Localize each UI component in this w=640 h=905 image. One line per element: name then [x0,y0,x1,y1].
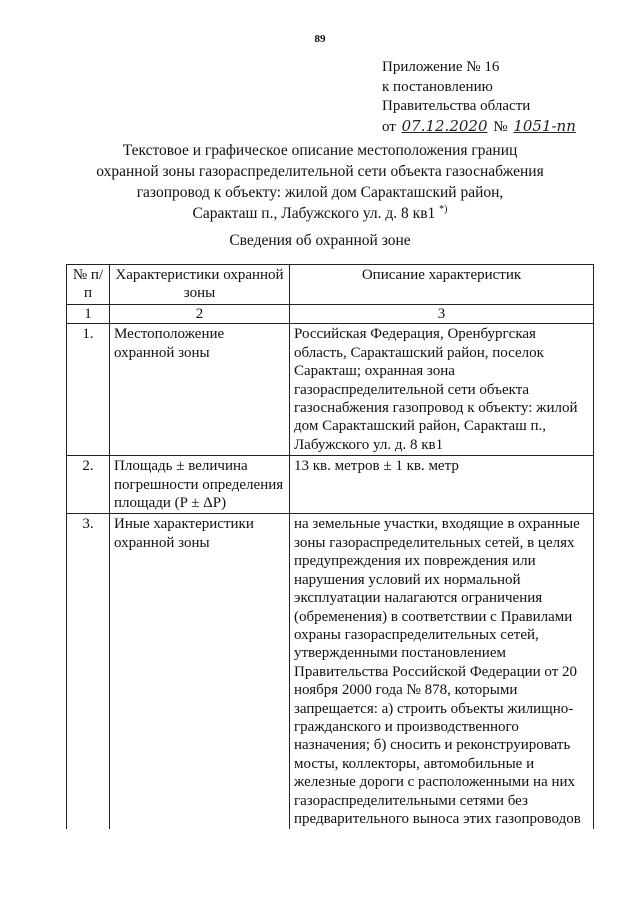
index-cell-1: 1 [67,305,110,324]
table-index-row [67,305,594,324]
header-cell-number: № п/п [67,265,110,305]
title-line-1: Текстовое и графическое описание местоположения границ [122,142,518,159]
appendix-line-2: к постановлению [382,78,493,95]
row-characteristic: Иные характеристики охранной зоны [110,514,290,829]
row-characteristic: Площадь ± величина погрешности определения площади (P ± ΔP) [110,456,290,514]
handwritten-number: 1051-пп [513,116,576,135]
row-description: Российская Федерация, Оренбургская область, Саракташский район, поселок Саракташ; охранная зона газораспределительной сети объекта газоснабжения газопровод к объекту: жилой дом Саракташский район, Саракташ п., Лабужского ул. д. 8 кв1 [290,324,594,456]
row-characteristic: Местоположение охранной зоны [110,324,290,456]
footnote-mark: *) [439,203,448,215]
table-row [67,456,594,514]
title-line-3: газопровод к объекту: жилой дом Саракташский район, [136,184,504,201]
title-line-4-text: Саракташ п., Лабужского ул. д. 8 кв1 [192,205,436,222]
table-header-row [67,265,594,305]
appendix-header [382,58,578,137]
table-row [67,514,594,829]
zone-info-table [66,264,594,829]
row-number: 1. [67,324,110,456]
index-cell-3: 3 [290,305,594,324]
handwritten-date: 07.12.2020 [401,116,488,135]
header-cell-description: Описание характеристик [290,265,594,305]
document-title [0,140,640,224]
section-subtitle: Сведения об охранной зоне [229,232,411,249]
number-label: № [493,118,508,135]
table-row [67,324,594,456]
row-number: 2. [67,456,110,514]
title-line-2: охранной зоны газораспределительной сети объекта газоснабжения [96,163,544,180]
appendix-line-3: Правительства области [382,98,531,114]
index-cell-2: 2 [110,305,290,324]
appendix-date-line [382,117,578,138]
row-number: 3. [67,514,110,829]
date-prefix: от [382,118,396,135]
header-cell-characteristics: Характеристики охранной зоны [110,265,290,305]
row-description: на земельные участки, входящие в охранные зоны газораспределительных сетей, в целях предупреждения их повреждения или нарушения условий их нормальной эксплуатации налагаются ограничения (обременения) в соответствии с Правилами охраны газораспределительных сетей, утвержденными постановлением Правительства Российской Федерации от 20 ноября 2000 года № 878, которыми запрещается: а) строить объекты жилищно-гражданского и производственного назначения; б) сносить и реконструировать мосты, коллекторы, автомобильные и железные дороги с расположенными на них газораспределительными сетями без предварительного выноса этих газопроводов [290,514,594,829]
title-line-4 [0,203,640,224]
appendix-line-1: Приложение № 16 [382,59,500,75]
page-number: 89 [314,33,326,45]
row-description: 13 кв. метров ± 1 кв. метр [290,456,594,514]
